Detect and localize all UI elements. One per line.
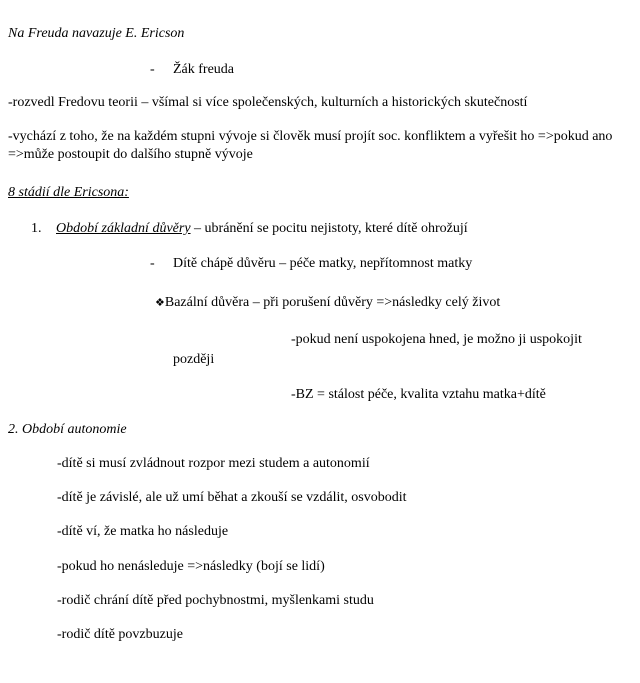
stages-heading: 8 stádií dle Ericsona: — [8, 185, 129, 200]
bullet-marker: - — [150, 62, 155, 77]
stage2-item: -dítě si musí zvládnout rozpor mezi studem a autonomií — [57, 456, 370, 471]
stage1-title: Období základní důvěry — [56, 221, 191, 236]
stage1-rest: – ubránění se pocitu nejistoty, které dítě ohrožují — [190, 221, 468, 236]
stage2-heading: 2. Období autonomie — [8, 422, 127, 437]
diamond-bullet-icon: ❖ — [155, 297, 165, 309]
stage1-diamond-text: Bazální důvěra – při porušení důvěry =>následky celý život — [164, 295, 501, 310]
stage1-bullet: Dítě chápě důvěru – péče matky, nepřítomnost matky — [173, 256, 473, 271]
paragraph-theory: -rozvedl Fredovu teorii – všímal si více společenských, kulturních a historických skutečností — [8, 95, 528, 110]
bullet-marker: - — [150, 256, 155, 271]
stage2-item: -pokud ho nenásleduje =>následky (bojí se lidí) — [57, 559, 325, 574]
stage2-item: -dítě ví, že matka ho následuje — [57, 524, 229, 539]
student-bullet: Žák freuda — [173, 62, 235, 77]
stage2-item: -dítě je závislé, ale už umí běhat a zkouší se vzdálit, osvobodit — [57, 490, 407, 505]
stage1-diamond-line — [155, 294, 500, 312]
stage2-item: -rodič dítě povzbuzuje — [57, 627, 183, 642]
stage1-line — [56, 220, 468, 238]
stage1-sub1-part2: později — [173, 352, 215, 367]
stage2-item: -rodič chrání dítě před pochybnostmi, myšlenkami studu — [57, 593, 374, 608]
stage1-sub2: -BZ = stálost péče, kvalita vztahu matka+dítě — [291, 387, 546, 402]
paragraph-conflict: -vychází z toho, že na každém stupni vývoje si člověk musí projít soc. konfliktem a vyřešit ho =>pokud ano =>může postoupit do dalšího stupně vývoje — [8, 129, 613, 162]
stage1-number: 1. — [31, 221, 42, 236]
intro-heading: Na Freuda navazuje E. Ericson — [8, 26, 185, 41]
stage1-sub1-part1: -pokud není uspokojena hned, je možno ji uspokojit — [291, 332, 582, 347]
